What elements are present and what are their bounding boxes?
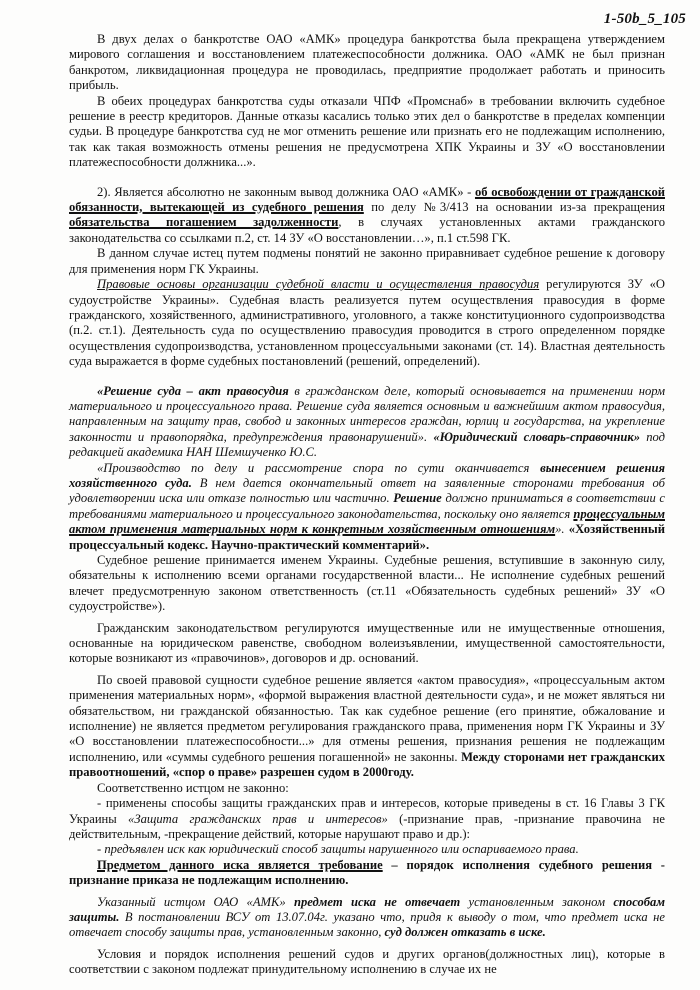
paragraph-execution-conditions: Условия и порядок исполнения решений судов и других органов(должностных лиц), которые в соответствии с законом подлежат принудительному исполнению в случае их не — [69, 946, 665, 977]
paragraph-claim-not-matching: Указанный истцом ОАО «АМК» предмет иска не отвечает установленным законом способам защиты. В постановлении ВСУ от 13.07.04г. указано что, придя к выводу о том, что предмет иска не отвечает способу защиты прав, установленным законно, суд должен отказать в иске. — [69, 894, 665, 940]
paragraph-civil-legislation: Гражданским законодательством регулируются имущественные или не имущественные отношения, основанные на юридическом равенстве, свободном волеизъявлении, имущественной самостоятельности, которые возникают из «правочинов», договоров и др. оснований. — [69, 620, 665, 666]
quote-court-decision-definition: «Решение суда – акт правосудия в гражданском деле, который основывается на применении норм материального и процессуального права. Решение суда является основным и важнейшим актом правосудия, направленным на защиту прав, свобод и законных интересов граждан, юрлиц и государства, на укрепление законности и правопорядка, предупреждения правонарушений». «Юридический словарь-справочник» под редакцией академика НАН Шемшученко Ю.С. — [69, 383, 666, 460]
paragraph-substitution-of-concepts: В данном случае истец путем подмены понятий не законно приравнивает судебное решение к договору для применения норм ГК Украины. — [69, 246, 665, 276]
paragraph-subject-of-claim: Предметом данного иска является требование – порядок исполнения судебного решения - признание приказа не подлежащим исполнению. — [69, 857, 665, 888]
emphasis-procedural-act: процессуальным актом применения материальных норм к конкретным хозяйственным отношениям — [69, 506, 665, 537]
list-item-protection-methods: - применены способы защиты гражданских прав и интересов, которые приведены в ст. 16 Главы 3 ГК Украины «Защита гражданских прав и интересов» (-признание прав, -признание правочина не действительным, -прекращение действий, которые нарушают право и др.): — [69, 796, 665, 841]
paragraph-legal-foundations: Правовые основы организации судебной власти и осуществления правосудия регулируются ЗУ «О судоустройстве Украины». Судебная власть реализуется путем осуществления правосудия в форме гражданского, хозяйственного, административного, уголовного, а также конституционного судопроизводства (п.2. ст.1). Деятельность суда по осуществлению правосудия проводится в строго определенном порядке осуществления судопроизводства, установленном процессуальными законами (ст. 14). Властная деятельность суда выражается в форме судебных постановлений (решений, определений). — [69, 277, 665, 369]
document-body — [69, 32, 665, 978]
page-identifier: 1-50b_5_105 — [603, 11, 686, 27]
emphasis-legal-foundations: Правовые основы организации судебной власти и осуществления правосудия — [97, 277, 540, 292]
list-item-claim-filed: - предъявлен иск как юридический способ защиты нарушенного или оспариваемого права. — [97, 842, 579, 857]
emphasis-debt-repayment: обязательства погашением задолженности — [69, 215, 339, 230]
paragraph-point-2: 2). Является абсолютно не законным вывод должника ОАО «АМК» - об освобождении от гражданской обязанности, вытекающей из судебного решения по делу №3/413 на основании из-за прекращения обязательства погашением задолженности, в случаях установленных актами гражданского законодательства со ссылками п.2, ст. 14 ЗУ «О восстановлении…», п.1 ст.598 ГК. — [69, 184, 666, 245]
emphasis-release-obligation: об освобождении от гражданской обязанности, вытекающей из судебного решения — [69, 184, 665, 215]
source-commercial-code-commentary: «Хозяйственный процессуальный кодекс. Научно-практический комментарий». — [69, 522, 665, 552]
paragraph-creditor-registry: В обеих процедурах банкротства суды отказали ЧПФ «Промснаб» в требовании включить судебное решение в реестр кредиторов. Данные отказы касались только этих дел о банкротстве в пределах компенции судьи. В процедуре банкротства суд не мог отменить решение или признать его не подлежащим исполнению, так как такая возможность отмены решения не предусмотрена ХПК Украины и ЗУ «О восстановлении платежеспособности должника...». — [69, 93, 665, 170]
paragraph-bankruptcy-cases: В двух делах о банкротстве ОАО «АМК» процедура банкротства была прекращена утверждением мирового соглашения и восстановлением платежеспособности должника. ОАО «АМК не был признан банкротом, ликвидационная процедура не проводилась, предприятие продолжает работать и приносить прибыль. — [69, 32, 665, 93]
emphasis-no-civil-relations: Между сторонами нет гражданских правоотношений, «спор о праве» разрешен судом в 2000году. — [69, 749, 666, 780]
source-legal-dictionary: «Юридический словарь-справочник» — [433, 429, 641, 444]
paragraph-legal-essence: По своей правовой сущности судебное решение является «актом правосудия», «процессуальным актом применения материальных норм», «формой выражения властной деятельности суда», и не может являться ни обязательством, ни гражданской обязанностью. Так как судебное решение (его принятие, обжалование и исполнение) не является предметом регулирования гражданского права, применения норм ГК Украины и ЗУ «О восстановлении платежеспособности...» для отмены решения, признания решения не подлежащим исполнению, или «суммы судебного решения погашенной» не законны. Между сторонами нет гражданских правоотношений, «спор о праве» разрешен судом в 2000году. — [69, 672, 666, 780]
paragraph-accordingly: Соответственно истцом не законно: — [97, 780, 289, 795]
paragraph-decision-in-name-of-ukraine: Судебное решение принимается именем Украины. Судебные решения, вступившие в законную силу, обязательны к исполнению всеми органами государственной власти... Не исполнение судебных решений влечет предусмотренную законом ответственность (ст.11 «Обязательность судебных решений» ЗУ «О судоустройстве»). — [69, 553, 665, 614]
quote-commercial-procedure: «Производство по делу и рассмотрение спора по сути оканчивается вынесением решения хозяйственного суда. В нем дается окончательный ответ на заявленные сторонами требования об удовлетворении иска или отказе полностью или частично. Решение должно приниматься в соответствии с требованиями материального и процессуального законодательства, поскольку оно является процессуальным актом применения материальных норм к конкретным хозяйственным отношениям». «Хозяйственный процессуальный кодекс. Научно-практический комментарий». — [69, 460, 666, 552]
